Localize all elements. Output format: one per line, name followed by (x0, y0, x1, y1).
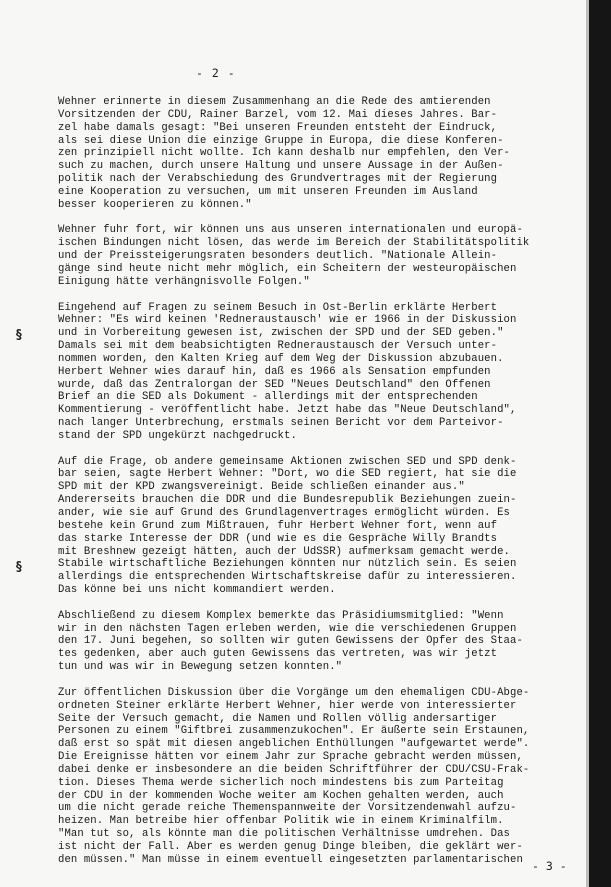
text-line: den müssen." Man müsse in einem eventuell eingesetzten parlamentarischen (58, 853, 523, 866)
text-line: nommen worden, den Kalten Krieg auf dem Weg der Diskussion abzubauen. (58, 352, 504, 365)
paragraph (58, 610, 578, 674)
paragraph (58, 302, 578, 443)
text-line: bar seien, sagte Herbert Wehner: "Dort, wo die SED regiert, hat sie die (58, 468, 517, 481)
text-line: Wehner: "Es wird keinen 'Redneraustausch' wie er 1966 in der Diskussion (58, 314, 517, 327)
text-line: Auf die Frage, ob andere gemeinsame Aktionen zwischen SED und SPD denk- (58, 455, 517, 468)
text-line: der CDU in der kommenden Woche weiter am Kochen gehalten werden, auch (58, 789, 504, 802)
text-line: Eingehend auf Fragen zu seinem Besuch in Ost-Berlin erklärte Herbert (58, 301, 498, 314)
text-line: Abschließend zu diesem Komplex bemerkte das Präsidiumsmitglied: "Wenn (58, 609, 504, 622)
text-line: dabei denke er insbesondere an die beiden Schriftführer der CDU/CSU-Frak- (58, 763, 530, 776)
document-body (58, 96, 578, 879)
text-line: politik nach der Verabschiedung des Grundvertrages mit der Regierung (58, 173, 498, 186)
paragraph (58, 456, 578, 597)
text-line: besser kooperieren zu können." (58, 198, 252, 211)
text-line: Wehner fuhr fort, wir können uns aus unseren internationalen und europä- (58, 224, 523, 237)
text-line: Personen zu einem "Giftbrei zusammenzukochen". Er äußerte sein Erstaunen, (58, 725, 530, 738)
text-line: SPD mit der KPD zwangsvereinigt. Beide schließen einander aus." (58, 481, 465, 494)
text-line: nach langer Unterbrechung, erstmals seinen Bericht vor dem Parteivor- (58, 417, 504, 430)
text-line: ordneten Steiner erklärte Herbert Wehner, hier werde von interessierter (58, 699, 517, 712)
text-line: Damals sei mit dem beabsichtigten Redneraustausch der Versuch unter- (58, 340, 498, 353)
text-line: und der Preissteigerungsraten besonders deutlich. "Nationale Allein- (58, 250, 498, 263)
text-line: wurde, daß das Zentralorgan der SED "Neues Deutschland" den Offenen (58, 378, 491, 391)
text-line: Seite der Versuch gemacht, die Namen und Rollen völlig andersartiger (58, 712, 498, 725)
text-line: Zur öffentlichen Diskussion über die Vorgänge um den ehemaligen CDU-Abge- (58, 686, 530, 699)
text-line: als sei diese Union die einzige Gruppe in Europa, die diese Konferen- (58, 134, 504, 147)
text-line: Brief an die SED als Dokument - allerdings mit der entsprechenden (58, 391, 478, 404)
text-line: Die Ereignisse hätten vor einem Jahr zur Sprache gebracht werden müssen, (58, 751, 523, 764)
text-line: das starke Interesse der DDR (und wie es die Gespräche Willy Brandts (58, 532, 498, 545)
text-line: zel habe damals gesagt: "Bei unseren Freunden entsteht der Eindruck, (58, 121, 498, 134)
text-line: ander, wie sie auf Grund des Grundlagenvertrages ermöglicht würden. Es (58, 507, 511, 519)
text-line: mit Breshnew gezeigt hätten, auch der UdSSR) aufmerksam gemacht werde. (58, 545, 511, 558)
scan-edge-border (589, 0, 611, 887)
text-line: wir in den nächsten Tagen erleben werden, wie die verschiedenen Gruppen (58, 622, 517, 635)
text-line: tes gedenken, aber auch guten Gewissens das vertreten, was wir jetzt (58, 648, 498, 661)
text-line: Andererseits brauchen die DDR und die Bundesrepublik Beziehungen zuein- (58, 494, 517, 507)
paragraph (58, 687, 578, 867)
text-line: ist nicht der Fall. Aber es werden genug Dinge bleiben, die geklärt wer- (58, 840, 523, 853)
text-line: stand der SPD ungekürzt nachgedruckt. (58, 429, 297, 442)
text-line: und in Vorbereitung gewesen ist, zwischen der SPD und der SED geben." (58, 327, 504, 340)
text-line: tun und was wir in Bewegung setzen konnten." (58, 661, 343, 674)
text-line: Kommentierung - veröffentlicht habe. Jetzt habe das "Neue Deutschland", (58, 404, 517, 417)
page-number: - 2 - (196, 66, 236, 80)
paragraph (58, 224, 578, 288)
text-line: Herbert Wehner wies darauf hin, daß es 1966 als Sensation empfunden (58, 365, 491, 378)
paragraph (58, 96, 578, 212)
text-line: tion. Dieses Thema werde sicherlich noch mindestens bis zum Parteitag (58, 776, 504, 789)
text-line: Vorsitzenden der CDU, Rainer Barzel, vom 12. Mai dieses Jahres. Bar- (58, 108, 498, 121)
text-line: such zu machen, durch unsere Haltung und unsere Aussage in der Außen- (58, 160, 504, 173)
text-line: daß erst so spät mit diesen angeblichen Enthüllungen "aufgewartet werde". (58, 738, 530, 751)
text-line: um die nicht gerade reiche Themenspannweite der Vorsitzendenwahl aufzu- (58, 802, 517, 815)
text-line: ischen Bindungen nicht lösen, das werde im Bereich der Stabilitätspolitik (58, 237, 530, 250)
margin-mark: § (15, 560, 23, 575)
next-page-indicator: - 3 - (532, 859, 567, 873)
text-line: gänge sind heute nicht mehr möglich, ein Scheitern der westeuropäischen (58, 262, 517, 275)
text-line: den 17. Juni begehen, so sollten wir guten Gewissens der Opfer des Staa- (58, 635, 523, 648)
text-line: Einigung hätte verhängnisvolle Folgen." (58, 275, 310, 288)
text-line: eine Kooperation zu versuchen, um mit unseren Freunden im Ausland (58, 185, 478, 198)
text-line: "Man tut so, als könnte man die politischen Verhältnisse umdrehen. Das (58, 828, 511, 841)
margin-mark: § (15, 328, 23, 343)
text-line: heizen. Man betreibe hier offenbar Politik wie in einem Kriminalfilm. (58, 815, 504, 828)
text-line: Stabile wirtschaftliche Beziehungen könnten nur nützlich sein. Es seien (58, 558, 517, 571)
text-line: Das könne bei uns nicht kommandiert werden. (58, 584, 336, 597)
text-line: Wehner erinnerte in diesem Zusammenhang an die Rede des amtierenden (58, 96, 491, 108)
text-line: zen prinzipiell nicht wollte. Ich kann deshalb nur empfehlen, den Ver- (58, 147, 511, 160)
text-line: allerdings die entsprechenden Wirtschaftskreise dafür zu interessieren. (58, 571, 517, 584)
text-line: bestehe kein Grund zum Mißtrauen, fuhr Herbert Wehner fort, wenn auf (58, 519, 498, 532)
